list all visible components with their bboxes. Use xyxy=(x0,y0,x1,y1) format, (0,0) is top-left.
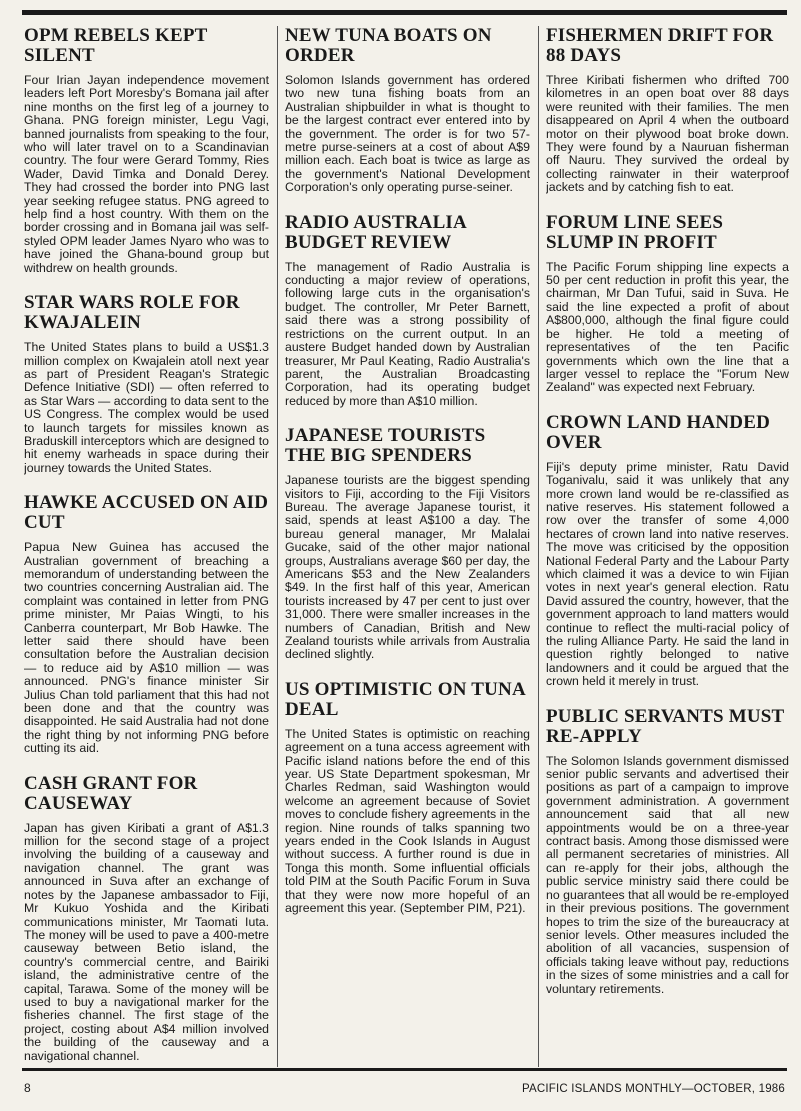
headline: FORUM LINE SEES SLUMP IN PROFIT xyxy=(546,211,724,253)
article-radio-australia xyxy=(285,213,530,408)
article-fishermen-drift xyxy=(546,26,789,195)
article-japanese-tourists xyxy=(285,426,530,662)
article-cash-grant xyxy=(24,774,269,1063)
headline: FISHERMEN DRIFT FOR 88 DAYS xyxy=(546,26,774,66)
article-body: The management of Radio Australia is conducting a major review of operations, following large cuts in the organisation's budget. The controller, Mr Peter Barnett, said there was a strong possibility of restrictions on the current output. In an austere Budget handed down by Australian treasurer, Mr Paul Keating, Radio Australia's parent, the Australian Broadcasting Corporation, had its operating budget reduced by more than A$10 million. xyxy=(285,259,530,408)
column-left xyxy=(24,26,269,1067)
headline: OPM REBELS KEPT SILENT xyxy=(24,26,208,66)
article-tuna-boats xyxy=(285,26,530,195)
headline: HAWKE ACCUSED ON AID CUT xyxy=(24,492,269,534)
article-body: Three Kiribati fishermen who drifted 700 kilometres in an open boat over 88 days were reunited with their families. The men disappeared on April 4 when the outboard motor on their plywood boat broke down. They were found by a Nauruan fisherman off Nauru. They survived the ordeal by collecting rainwater in their waterproof jackets and by catching fish to eat. xyxy=(546,73,789,195)
headline: US OPTIMISTIC ON TUNA DEAL xyxy=(285,678,525,720)
article-body: The Solomon Islands government dismissed senior public servants and advertised their positions as part of a campaign to improve government administration. A government announcement said that all new appointments would be on a three-year contract basis. Among those dismissed were all permanent secretaries of ministries. All can re-apply for their jobs, although the public service ministry said there could be no guarantees that all would be re-employed in their previous positions. The government hopes to trim the size of the bureaucracy at senior levels. Other measures included the abolition of all vacancies, suspension of officials taking leave without pay, reductions in the sizes of some ministries and a call for voluntary retirements. xyxy=(546,753,789,996)
headline: PUBLIC SERVANTS MUST RE-APPLY xyxy=(546,705,785,747)
bottom-rule xyxy=(22,1068,787,1071)
article-forum-line xyxy=(546,213,789,395)
headline: NEW TUNA BOATS ON ORDER xyxy=(285,26,492,66)
article-crown-land xyxy=(546,413,789,689)
article-body: The Pacific Forum shipping line expects a 50 per cent reduction in profit this year, the chairman, Mr Dan Tufui, said in Suva. He said the line expected a profit of about A$800,000, although the final figure could be higher. He told a meeting of representatives of the ten Pacific governments which own the line that a larger vessel to replace the "Forum New Zealand" was expected next February. xyxy=(546,259,789,395)
headline: RADIO AUSTRALIA BUDGET REVIEW xyxy=(285,211,466,253)
column-middle xyxy=(285,26,530,1067)
article-star-wars xyxy=(24,293,269,475)
headline: JAPANESE TOURISTS THE BIG SPENDERS xyxy=(285,425,486,467)
column-divider xyxy=(277,26,278,1067)
article-public-servants xyxy=(546,707,789,996)
article-body: Papua New Guinea has accused the Australian government of breaching a memorandum of understanding between the two countries concerning Australian aid. The complaint was contained in letter from PNG prime minister, Mr Paias Wingti, to his Canberra counterpart, Mr Bob Hawke. The letter said there should have been consultation before the Australian decision — to reduce aid by A$10 million — was announced. PNG's finance minister Sir Julius Chan told parliament that this had not been done and that the country was disappointed. He said Australia had not done the right thing by not informing PNG before cutting its aid. xyxy=(24,540,269,756)
headline: CROWN LAND HANDED OVER xyxy=(546,411,771,453)
article-body: Four Irian Jayan independence movement leaders left Port Moresby's Bomana jail after nine months on the first leg of a journey to Ghana. PNG foreign minister, Legu Vagi, banned journalists from speaking to the four, who will later travel on to a Scandinavian country. The four were Gerard Tommy, Ries Wader, David Timka and Donald Derey. They had crossed the border into PNG last year seeking refugee status. PNG agreed to help find a host country. With them on the border crossing and in Bomana jail was self-styled OPM leader James Nyaro who was to have joined the Ghana-bound group but withdrew on health grounds. xyxy=(24,73,269,275)
headline: STAR WARS ROLE FOR KWAJALEIN xyxy=(24,292,240,334)
top-rule xyxy=(22,10,787,15)
page-number: 8 xyxy=(24,1081,31,1095)
article-body: Japan has given Kiribati a grant of A$1.3 million for the second stage of a project involving the building of a causeway and navigation channel. The grant was announced in Suva after an exchange of notes by the Japanese ambassador to Fiji, Mr Kukuo Yoshida and the Kiribati communications minister, Mr Taomati Iuta. The money will be used to pave a 400-metre causeway between Betio island, the country's commercial centre, and Bairiki island, the administrative centre of the capital, Tarawa. Some of the money will be used to buy a navigational marker for the fisheries channel. The first stage of the project, costing about A$4 million involved the building of the causeway and a navigational channel. xyxy=(24,820,269,1063)
running-footer: PACIFIC ISLANDS MONTHLY—OCTOBER, 1986 xyxy=(521,1083,785,1095)
article-opm-rebels xyxy=(24,26,269,275)
article-body: The United States is optimistic on reaching agreement on a tuna access agreement with Pacific island nations before the end of this year. US State Department spokesman, Mr Charles Redman, said Washington would welcome an agreement because of Soviet moves to conclude fishery agreements in the region. Nine rounds of talks spanning two years ended in the Cook Islands in August without success. A further round is due in Tonga this month. Some influential officials told PIM at the South Pacific Forum in Suva that they were now more hopeful of an agreement this year. (September PIM, P21). xyxy=(285,726,530,916)
article-body: Solomon Islands government has ordered two new tuna fishing boats from an Australian shipbuilder in what is thought to be the largest contract ever entered into by the government. The order is for two 57-metre purse-seiners at a cost of about A$9 million each. Each boat is twice as large as the government's National Development Corporation's only operating purse-seiner. xyxy=(285,73,530,195)
article-hawke-aid xyxy=(24,493,269,756)
column-right xyxy=(546,26,789,1067)
article-body: The United States plans to build a US$1.3 million complex on Kwajalein atoll next year as part of President Reagan's Strategic Defence Initiative (SDI) — often referred to as Star Wars — according to data sent to the US Congress. The complex would be used to launch targets for missiles known as Braduskill interceptors which are designed to hit enemy warheads in space during their journey towards the United States. xyxy=(24,340,269,475)
article-us-tuna-deal xyxy=(285,680,530,916)
article-body: Japanese tourists are the biggest spending visitors to Fiji, according to the Fiji Visitors Bureau. The average Japanese tourist, it said, spends at least A$100 a day. The bureau general manager, Mr Malalai Gucake, said of the other major national groups, Australians average $60 per day, the Americans $53 and the New Zealanders $49. In the first half of this year, American tourists increased by 47 per cent to just over 31,000. There were smaller increases in the numbers of Canadian, British and New Zealand tourists while arrivals from Australia declined slightly. xyxy=(285,473,530,662)
article-body: Fiji's deputy prime minister, Ratu David Toganivalu, said it was unlikely that any more crown land would be re-classified as native reserves. His statement followed a row over the transfer of some 4,000 hectares of crown land into native reserves. The move was criticised by the opposition National Federal Party and the Labour Party which claimed it was a device to win Fijian votes in next year's general election. Ratu David assured the country, however, that the government approach to land matters would continue to reflect the multi-racial policy of the ruling Alliance Party. He said the land in question rightly belonged to native landowners and it could be argued that the crown held it merely in trust. xyxy=(546,459,789,689)
headline: CASH GRANT FOR CAUSEWAY xyxy=(24,772,198,814)
column-divider xyxy=(538,26,539,1067)
